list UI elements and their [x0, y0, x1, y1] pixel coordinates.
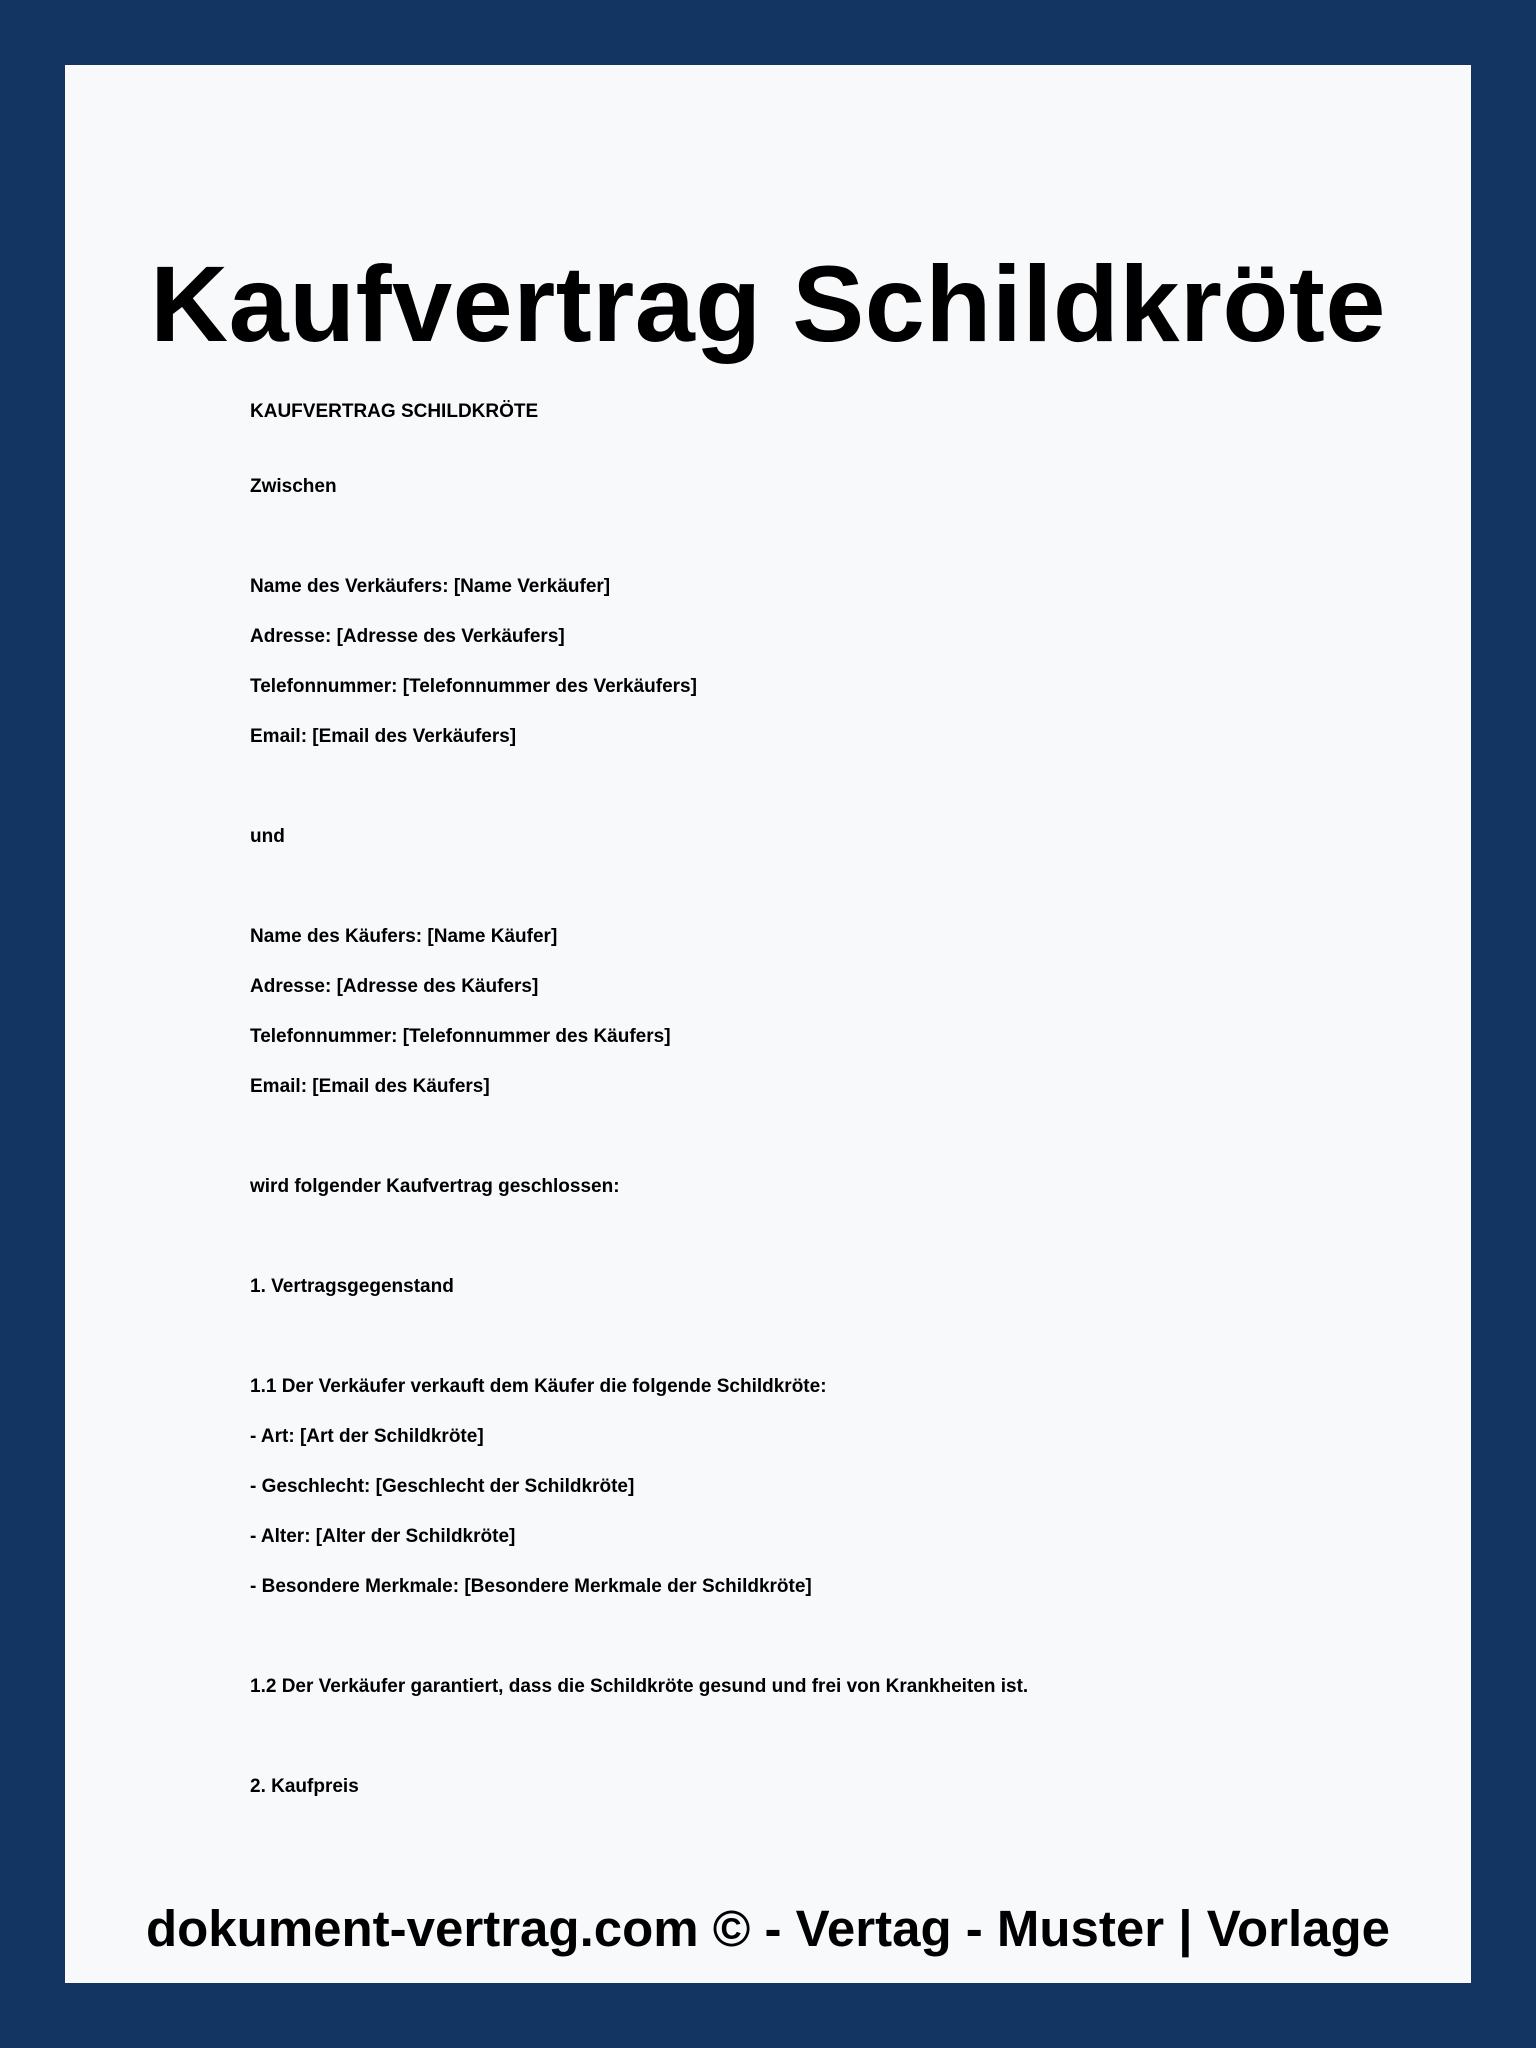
contract-line: 1.2 Der Verkäufer garantiert, dass die Schildkröte gesund und frei von Krankheiten ist. [250, 1676, 1029, 1697]
contract-line: Email: [Email des Verkäufers] [250, 726, 517, 747]
contract-line: und [250, 826, 285, 847]
contract-heading: KAUFVERTRAG SCHILDKRÖTE [250, 401, 539, 422]
contract-line: wird folgender Kaufvertrag geschlossen: [250, 1176, 620, 1197]
contract-line: Name des Käufers: [Name Käufer] [250, 926, 558, 947]
contract-line: Adresse: [Adresse des Käufers] [250, 976, 539, 997]
section-heading: 1. Vertragsgegenstand [250, 1276, 454, 1297]
contract-line: - Besondere Merkmale: [Besondere Merkmale der Schildkröte] [250, 1576, 812, 1597]
contract-line: - Art: [Art der Schildkröte] [250, 1426, 484, 1447]
contract-line: Telefonnummer: [Telefonnummer des Käufers] [250, 1026, 671, 1047]
document-page [65, 65, 1471, 1983]
contract-line: Adresse: [Adresse des Verkäufers] [250, 626, 565, 647]
contract-line: 1.1 Der Verkäufer verkauft dem Käufer die folgende Schildkröte: [250, 1376, 827, 1397]
contract-line: - Alter: [Alter der Schildkröte] [250, 1526, 516, 1547]
contract-line: Name des Verkäufers: [Name Verkäufer] [250, 576, 611, 597]
section-heading: 2. Kaufpreis [250, 1776, 359, 1797]
contract-line: Telefonnummer: [Telefonnummer des Verkäufers] [250, 676, 697, 697]
contract-line: - Geschlecht: [Geschlecht der Schildkröte] [250, 1476, 635, 1497]
contract-line: Email: [Email des Käufers] [250, 1076, 490, 1097]
footer-watermark: dokument-vertrag.com © - Vertag - Muster | Vorlage [146, 1900, 1390, 1957]
document-title: Kaufvertrag Schildkröte [150, 243, 1386, 364]
contract-line: Zwischen [250, 476, 337, 497]
